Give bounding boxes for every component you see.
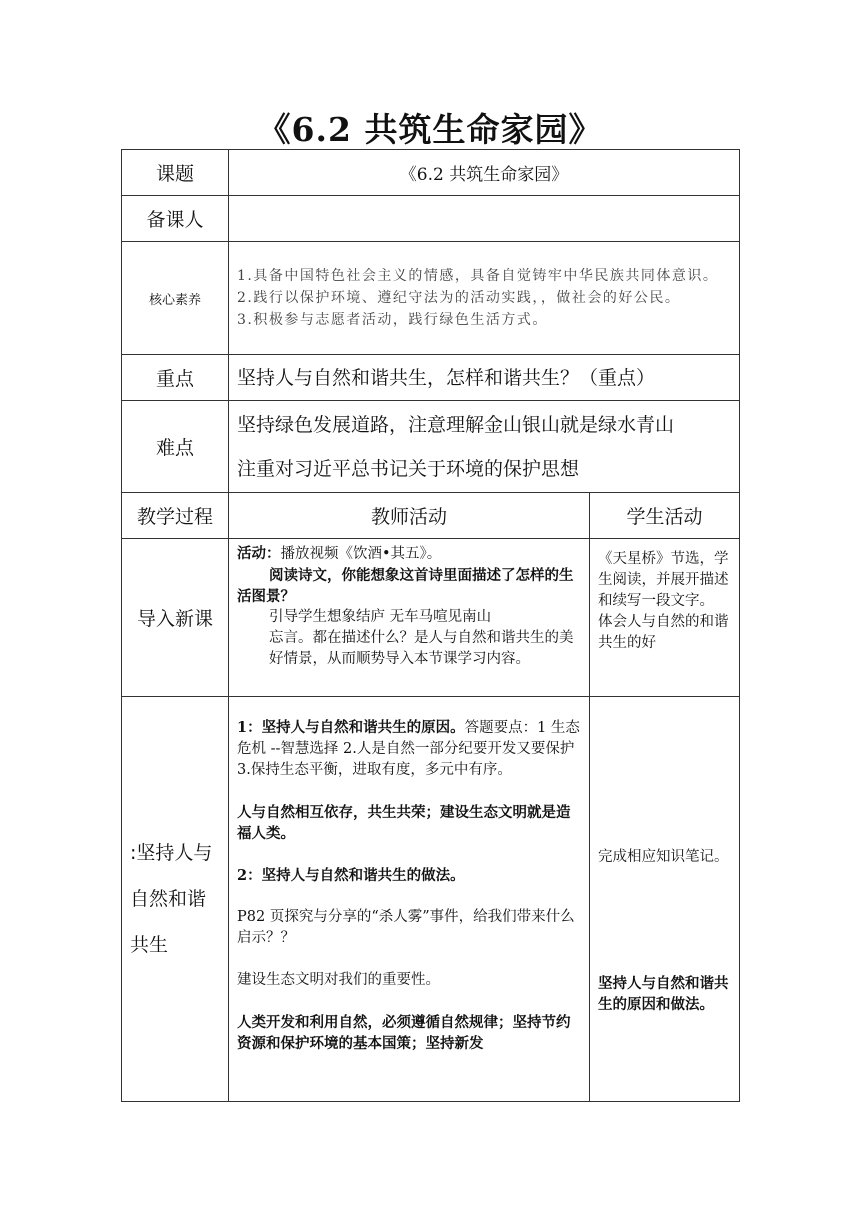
section2-label-line-3: 共生 xyxy=(130,934,169,956)
activity-prefix: 活动： xyxy=(237,545,281,562)
section2-student-note: 完成相应知识笔记。 xyxy=(598,849,729,865)
difficulty-label: 难点 xyxy=(122,401,229,493)
intro-label: 导入新课 xyxy=(122,539,229,697)
table-row xyxy=(122,242,740,355)
intro-teacher xyxy=(229,539,590,697)
intro-student-text: 《天星桥》节选，学生阅读，并展开描述和续写一段文字。 体会人与自然的和谐共生的好 xyxy=(598,551,729,651)
intro-student xyxy=(590,539,740,697)
section2-label-line-2: 自然和谐 xyxy=(130,888,207,910)
core-line-3: 3.积极参与志愿者活动，践行绿色生活方式。 xyxy=(237,312,548,328)
preparer-label: 备课人 xyxy=(122,196,229,242)
core-line-2: 2.践行以保护环境、遵纪守法为的活动实践，，做社会的好公民。 xyxy=(237,290,681,306)
topic-label: 课题 xyxy=(122,150,229,196)
section2-p2: 人与自然相互依存，共生共荣；建设生态文明就是造福人类。 xyxy=(237,804,571,842)
table-row xyxy=(122,150,740,196)
section2-p4: P82 页探究与分享的“杀人雾”事件，给我们带来什么启示？？ xyxy=(237,909,575,946)
section2-teacher xyxy=(229,697,590,1102)
table-row xyxy=(122,493,740,539)
table-row xyxy=(122,539,740,697)
topic-value: 《6.2 共筑生命家园》 xyxy=(229,150,740,196)
teacher-header: 教师活动 xyxy=(229,493,590,539)
table-row xyxy=(122,355,740,401)
section2-student xyxy=(590,697,740,1102)
intro-guide: 引导学生想象结庐 无车马喧见南山 xyxy=(269,609,492,625)
section2-p5: 建设生态文明对我们的重要性。 xyxy=(237,972,440,988)
student-header: 学生活动 xyxy=(590,493,740,539)
difficulty-content xyxy=(229,401,740,493)
section2-label xyxy=(122,697,229,1102)
page-title: 《6.2 共筑生命家园》 xyxy=(257,110,603,149)
section2-student-bold: 坚持人与自然和谐共生的原因和做法。 xyxy=(598,975,729,1013)
section2-p1-rest: 答题要点：1 生态危机 --智慧选择 2.人是自然一部分纪要开发又要保护 3.保持生态平衡，进取有度，多元中有序。 xyxy=(237,720,580,778)
difficulty-line-2: 注重对习近平总书记关于环境的保护思想 xyxy=(237,457,580,480)
intro-summary: 忘言。都在描述什么？是人与自然和谐共生的美好情景，从而顺势导入本节课学习内容。 xyxy=(269,630,574,667)
key-label: 重点 xyxy=(122,355,229,401)
core-label: 核心素养 xyxy=(122,242,229,355)
core-line-1: 1.具备中国特色社会主义的情感，具备自觉铸牢中华民族共同体意识。 xyxy=(237,268,719,284)
preparer-value xyxy=(229,196,740,242)
intro-question: 阅读诗文，你能想象这首诗里面描述了怎样的生活图景？ xyxy=(237,567,574,605)
table-row xyxy=(122,697,740,1102)
section2-p6: 人类开发和利用自然，必须遵循自然规律；坚持节约资源和保护环境的基本国策；坚持新发 xyxy=(237,1014,571,1052)
table-row xyxy=(122,401,740,493)
activity-text: 播放视频《饮酒•其五》。 xyxy=(280,546,442,562)
process-label: 教学过程 xyxy=(122,493,229,539)
table-row xyxy=(122,196,740,242)
difficulty-line-1: 坚持绿色发展道路，注意理解金山银山就是绿水青山 xyxy=(237,413,675,436)
key-value: 坚持人与自然和谐共生，怎样和谐共生？（重点） xyxy=(229,355,740,401)
core-content xyxy=(229,242,740,355)
section2-p3: 2：坚持人与自然和谐共生的做法。 xyxy=(237,867,465,884)
section2-p1-bold: 1：坚持人与自然和谐共生的原因。 xyxy=(237,719,465,736)
lesson-plan-table xyxy=(121,149,740,1102)
section2-label-line-1: :坚持人与 xyxy=(130,842,213,864)
